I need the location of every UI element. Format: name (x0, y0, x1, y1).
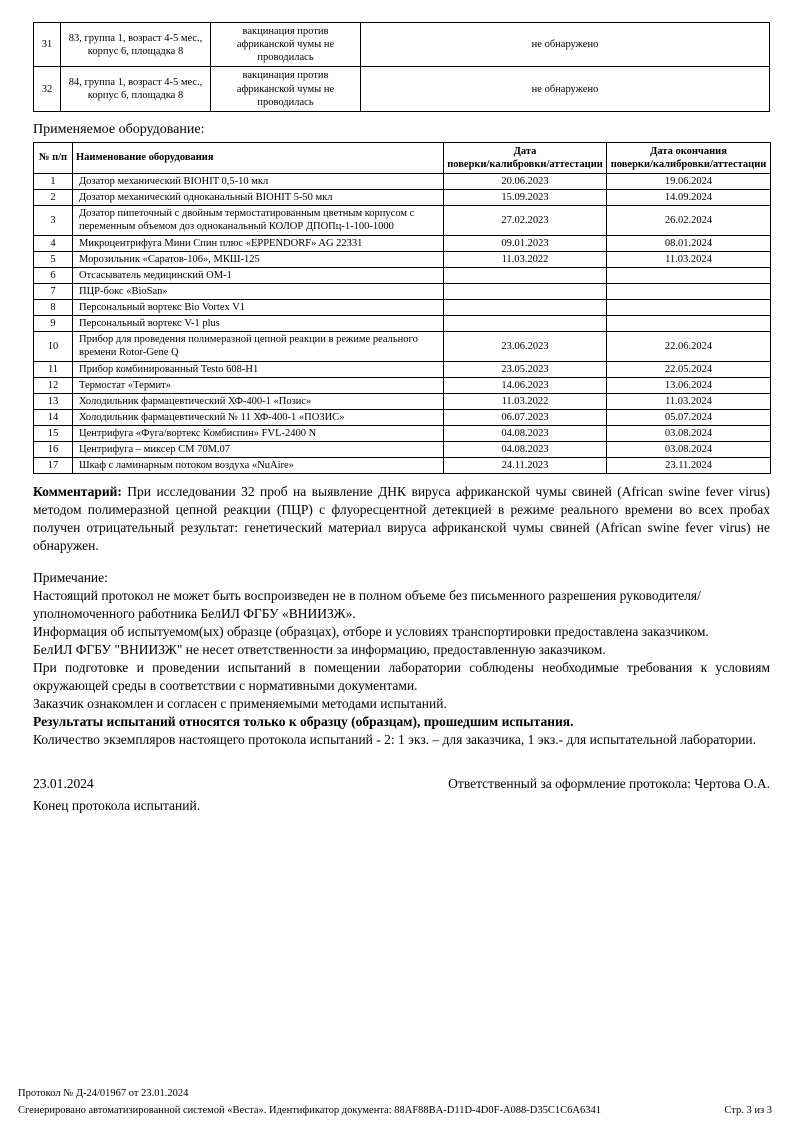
equipment-name: Дозатор механический одноканальный BIOHIT 5-50 мкл (73, 190, 444, 206)
equipment-date-end: 14.09.2024 (607, 190, 771, 206)
equipment-date-end: 19.06.2024 (607, 174, 771, 190)
equipment-num: 16 (34, 442, 73, 458)
equipment-num: 3 (34, 206, 73, 235)
table-row (34, 190, 771, 206)
notes-paragraph: Информация об испытуемом(ых) образце (образцах), отборе и условиях транспортировки предоставлена заказчиком. (33, 624, 709, 640)
footer-protocol-number: Протокол № Д-24/01967 от 23.01.2024 (18, 1088, 189, 1100)
notes-paragraph: При подготовке и проведении испытаний в помещении лаборатории соблюдены необходимые требования к условиям окружающей среды в соответствии с нормативными документами. (33, 659, 770, 693)
table-row (34, 361, 771, 377)
table-row (34, 174, 771, 190)
equipment-date: 24.11.2023 (444, 458, 607, 474)
col-header-num: № п/п (34, 142, 73, 173)
equipment-name: Микроцентрифуга Мини Спин плюс «EPPENDORF» AG 22331 (73, 235, 444, 251)
equipment-date: 27.02.2023 (444, 206, 607, 235)
responsible-person: Ответственный за оформление протокола: Чертова О.А. (448, 775, 770, 791)
table-row (34, 300, 771, 316)
equipment-num: 13 (34, 393, 73, 409)
table-row (34, 23, 770, 67)
notes-heading: Примечание: (33, 570, 108, 586)
equipment-num: 5 (34, 251, 73, 267)
equipment-date (444, 283, 607, 299)
protocol-page (33, 22, 770, 815)
equipment-date: 23.06.2023 (444, 332, 607, 361)
equipment-date: 15.09.2023 (444, 190, 607, 206)
table-row (34, 251, 771, 267)
equipment-name: Морозильник «Саратов-106», МКШ-125 (73, 251, 444, 267)
table-row (34, 393, 771, 409)
copies-paragraph: Количество экземпляров настоящего протокола испытаний - 2: 1 экз. – для заказчика, 1 экз.- для испытательной лаборатории. (33, 731, 756, 747)
table-row (34, 67, 770, 111)
equipment-name: Центрифуга – миксер СМ 70М.07 (73, 442, 444, 458)
equipment-num: 7 (34, 283, 73, 299)
signature-row (33, 775, 770, 793)
equipment-date: 09.01.2023 (444, 235, 607, 251)
equipment-num: 14 (34, 409, 73, 425)
table-row (34, 283, 771, 299)
equipment-name: Шкаф с ламинарным потоком воздуха «NuAire» (73, 458, 444, 474)
equipment-date: 20.06.2023 (444, 174, 607, 190)
equipment-date-end: 03.08.2024 (607, 426, 771, 442)
equipment-date-end: 22.05.2024 (607, 361, 771, 377)
equipment-num: 2 (34, 190, 73, 206)
equipment-date-end (607, 267, 771, 283)
equipment-num: 10 (34, 332, 73, 361)
notes-paragraph: БелИЛ ФГБУ "ВНИИЗЖ" не несет ответственности за информацию, предоставленную заказчиком. (33, 642, 606, 657)
equipment-num: 9 (34, 316, 73, 332)
equipment-name: Центрифуга «Фуга/вортекс Комбиспин» FVL-2400 N (73, 426, 444, 442)
equipment-num: 8 (34, 300, 73, 316)
equipment-date-end: 23.11.2024 (607, 458, 771, 474)
equipment-date: 11.03.2022 (444, 393, 607, 409)
table-row (34, 235, 771, 251)
equipment-date-end (607, 283, 771, 299)
results-scope-statement: Результаты испытаний относятся только к образцу (образцам), прошедшим испытания. (33, 713, 574, 729)
equipment-date-end: 05.07.2024 (607, 409, 771, 425)
sample-number: 32 (34, 67, 61, 111)
equipment-name: Прибор комбинированный Testo 608-H1 (73, 361, 444, 377)
col-header-date (444, 142, 607, 173)
notes-paragraph: Настоящий протокол не может быть воспроизведен не в полном объеме без письменного разрешения руководителя/уполномоченного работника БелИЛ ФГБУ «ВНИИЗЖ». (33, 588, 701, 622)
table-header-row (34, 142, 771, 173)
equipment-date-end: 22.06.2024 (607, 332, 771, 361)
sample-description: 83, группа 1, возраст 4-5 мес., корпус 6, площадка 8 (61, 23, 211, 67)
table-row (34, 316, 771, 332)
vaccination-info: вакцинация против африканской чумы не проводилась (211, 67, 361, 111)
footer-generated-line (18, 1103, 772, 1120)
test-result: не обнаружено (361, 67, 770, 111)
equipment-name: Холодильник фармацевтический ХФ-400-1 «Позис» (73, 393, 444, 409)
equipment-num: 11 (34, 361, 73, 377)
col-header-date-end-line1: Дата окончания (650, 145, 727, 157)
sample-description: 84, группа 1, возраст 4-5 мес., корпус 6, площадка 8 (61, 67, 211, 111)
vaccination-info: вакцинация против африканской чумы не проводилась (211, 23, 361, 67)
equipment-table (33, 142, 771, 475)
equipment-date-end: 08.01.2024 (607, 235, 771, 251)
samples-results-table (33, 22, 770, 112)
equipment-date: 14.06.2023 (444, 377, 607, 393)
equipment-num: 17 (34, 458, 73, 474)
footer-page-number: Стр. 3 из 3 (724, 1105, 772, 1117)
equipment-date: 04.08.2023 (444, 426, 607, 442)
equipment-name: Отсасыватель медицинский ОМ-1 (73, 267, 444, 283)
comment-label: Комментарий: (33, 484, 122, 500)
equipment-date: 06.07.2023 (444, 409, 607, 425)
equipment-num: 1 (34, 174, 73, 190)
notes-paragraph: Заказчик ознакомлен и согласен с применяемыми методами испытаний. (33, 695, 447, 711)
col-header-date-end-line2: поверки/калибровки/аттестации (610, 158, 767, 170)
col-header-date-end (607, 142, 771, 173)
table-row (34, 426, 771, 442)
equipment-num: 4 (34, 235, 73, 251)
footer-document-id: Сгенерировано автоматизированной системой «Веста». Идентификатор документа: 88AF88BA-D11D-4D0F-A088-D35C1C6A6341 (18, 1105, 601, 1117)
equipment-name: Прибор для проведения полимеразной цепной реакции в режиме реального времени Rotor-Gene Q (73, 332, 444, 361)
equipment-date (444, 300, 607, 316)
equipment-section-heading: Применяемое оборудование: (33, 121, 205, 137)
equipment-name: Термостат «Термит» (73, 377, 444, 393)
table-row (34, 458, 771, 474)
table-row (34, 409, 771, 425)
equipment-date-end: 26.02.2024 (607, 206, 771, 235)
equipment-num: 6 (34, 267, 73, 283)
test-result: не обнаружено (361, 23, 770, 67)
equipment-date-end: 03.08.2024 (607, 442, 771, 458)
col-header-date-line1: Дата (513, 145, 537, 157)
equipment-date: 11.03.2022 (444, 251, 607, 267)
equipment-date: 23.05.2023 (444, 361, 607, 377)
comment-text: При исследовании 32 проб на выявление ДНК вируса африканской чумы свиней (African swine fever virus) методом полимеразной цепной реакции (ПЦР) с флуоресцентной детекцией в режиме реального времени во всех пробах получен отрицательный результат: генетический материал вируса африканской чумы свиней (African swine fever virus) не обнаружен. (33, 484, 770, 554)
equipment-num: 12 (34, 377, 73, 393)
col-header-date-line2: поверки/калибровки/аттестации (447, 158, 603, 170)
table-row (34, 377, 771, 393)
table-row (34, 267, 771, 283)
protocol-date: 23.01.2024 (33, 775, 94, 791)
equipment-date: 04.08.2023 (444, 442, 607, 458)
equipment-name: Холодильник фармацевтический № 11 ХФ-400-1 «ПОЗИС» (73, 409, 444, 425)
equipment-date-end: 11.03.2024 (607, 393, 771, 409)
comment-paragraph (33, 483, 770, 555)
equipment-name: Дозатор механический BIOHIT 0,5-10 мкл (73, 174, 444, 190)
equipment-date-end: 11.03.2024 (607, 251, 771, 267)
table-row (34, 206, 771, 235)
equipment-date (444, 267, 607, 283)
equipment-date-end (607, 316, 771, 332)
equipment-date-end (607, 300, 771, 316)
end-of-protocol-line: Конец протокола испытаний. (33, 797, 201, 813)
notes-section (33, 569, 770, 749)
equipment-name: ПЦР-бокс «BioSan» (73, 283, 444, 299)
equipment-name: Персональный вортекс V-1 plus (73, 316, 444, 332)
equipment-name: Персональный вортекс Bio Vortex V1 (73, 300, 444, 316)
equipment-name: Дозатор пипеточный с двойным термостатированным цветным корпусом с переменным объемом доз одноканальный КОЛОР ДПОПц-1-100-1000 (73, 206, 444, 235)
equipment-date-end: 13.06.2024 (607, 377, 771, 393)
sample-number: 31 (34, 23, 61, 67)
col-header-name: Наименование оборудования (73, 142, 444, 173)
page-footer (18, 1086, 772, 1120)
equipment-num: 15 (34, 426, 73, 442)
table-row (34, 332, 771, 361)
equipment-date (444, 316, 607, 332)
table-row (34, 442, 771, 458)
